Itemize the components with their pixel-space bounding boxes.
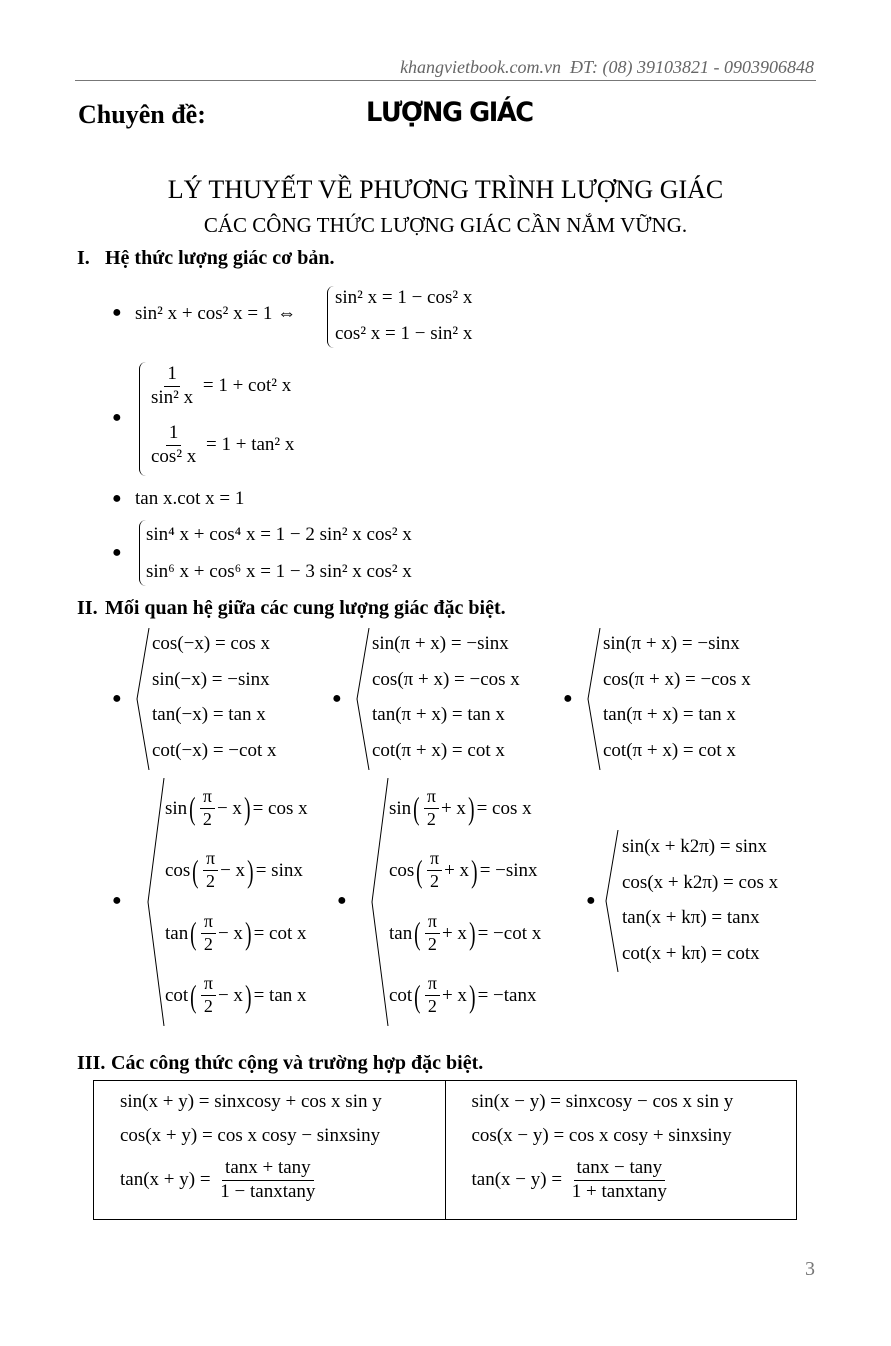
formula-line: cos(−x) = cos x <box>152 633 270 654</box>
topic-title: LƯỢNG GIÁC <box>366 97 533 128</box>
fraction <box>203 849 218 892</box>
formula-line: cot(x + kπ) = cotx <box>622 942 760 964</box>
formula-line: sin(π + x) = −sinx <box>372 633 509 654</box>
operator: + x <box>440 797 466 819</box>
denominator: 2 <box>202 808 212 829</box>
formula-line <box>165 849 303 893</box>
bullet-icon: ● <box>112 304 122 321</box>
denominator: 2 <box>203 996 213 1016</box>
formula-rhs: = sinx <box>255 860 303 881</box>
formula-line: tan(x + kπ) = tanx <box>622 907 760 928</box>
formula-line: tan(−x) = tan x <box>152 704 266 725</box>
formula-line: tan(π + x) = tan x <box>603 704 736 725</box>
function-name: sin <box>165 797 188 819</box>
section-number: III. <box>77 1052 106 1074</box>
numerator: π <box>201 974 216 996</box>
brace-icon <box>327 286 334 348</box>
denominator: 2 <box>203 933 213 954</box>
section-heading-3 <box>77 1052 483 1075</box>
angle-bracket-icon <box>356 628 370 770</box>
denominator: 2 <box>426 808 436 829</box>
page-header <box>75 54 816 81</box>
bullet-icon: ● <box>112 690 122 707</box>
formula-rhs: = −tanx <box>477 985 537 1006</box>
page-number: 3 <box>805 1258 815 1280</box>
denominator: cos² x <box>151 445 197 467</box>
bullet-icon: ● <box>112 490 122 507</box>
left-paren-icon: ( <box>190 915 197 951</box>
left-paren-icon: ( <box>414 915 421 951</box>
denominator: 1 − tanxtany <box>220 1181 316 1203</box>
formula-pythagorean: sin² x + cos² x = 1 ⇔ <box>135 303 297 324</box>
bullet-icon: ● <box>337 892 347 909</box>
denominator: 2 <box>430 871 440 891</box>
brace-icon <box>139 362 146 476</box>
right-paren-icon: ) <box>245 915 252 951</box>
formula-rhs: = cot x <box>253 922 307 944</box>
formula-tan-diff <box>472 1153 797 1207</box>
table-cell-difference <box>445 1081 797 1220</box>
formula-line <box>389 849 538 893</box>
formula-line: sin(π + x) = −sinx <box>603 633 740 654</box>
section-number: II. <box>77 597 98 619</box>
formula-line: cos(x + k2π) = cos x <box>622 871 779 893</box>
left-paren-icon: ( <box>416 852 423 889</box>
bullet-icon: ● <box>332 690 342 707</box>
right-paren-icon: ) <box>247 852 254 889</box>
denominator: 1 + tanxtany <box>571 1181 667 1203</box>
formula-sin-diff: sin(x − y) = sinxcosy − cos x sin y <box>471 1091 734 1112</box>
formula-line <box>389 911 541 955</box>
angle-bracket-icon <box>147 778 165 1026</box>
left-paren-icon: ( <box>189 790 196 826</box>
function-name: sin <box>389 797 412 819</box>
formula-line: sin² x = 1 − cos² x <box>335 287 473 308</box>
formula-line: cot(π + x) = cot x <box>603 739 736 761</box>
function-name: tan <box>165 922 189 944</box>
formula-sin-sum: sin(x + y) = sinxcosy + cos x sin y <box>120 1091 382 1112</box>
formula-line: tan(π + x) = tan x <box>372 704 505 725</box>
operator: − x <box>216 797 242 819</box>
angle-bracket-icon <box>136 628 150 770</box>
numerator: π <box>201 912 216 934</box>
topic-label: Chuyên đề: <box>78 100 206 129</box>
bullet-icon: ● <box>112 892 122 909</box>
table-cell-sum <box>94 1081 446 1220</box>
formula-lhs: tan(x − y) = <box>471 1169 563 1190</box>
header-site: khangvietbook.com.vn <box>400 57 561 77</box>
formula-line: cot(π + x) = cot x <box>372 739 505 761</box>
operator: − x <box>217 985 243 1006</box>
section-heading-2 <box>77 597 506 620</box>
numerator: 1 <box>164 364 180 387</box>
fraction <box>201 974 216 1017</box>
section-title: Các công thức cộng và trường hợp đặc biệt. <box>111 1052 484 1074</box>
formula-line: sin⁶ x + cos⁶ x = 1 − 3 sin² x cos² x <box>146 561 412 582</box>
fraction <box>425 974 440 1017</box>
left-paren-icon: ( <box>192 852 199 889</box>
section-title: Mối quan hệ giữa các cung lượng giác đặc biệt. <box>105 597 506 619</box>
numerator: tanx − tany <box>574 1158 666 1181</box>
section-heading-1 <box>77 247 334 270</box>
angle-bracket-icon <box>605 830 619 972</box>
formula-tan-cot: tan x.cot x = 1 <box>135 488 245 509</box>
formula-reciprocal-sin <box>146 364 291 409</box>
function-name: cos <box>165 860 191 881</box>
formula-rhs: = 1 + tan² x <box>206 433 295 455</box>
fraction <box>148 423 199 468</box>
bullet-icon: ● <box>586 892 596 909</box>
numerator: π <box>424 787 439 809</box>
formula-line: cos² x = 1 − sin² x <box>335 323 473 344</box>
numerator: 1 <box>166 423 182 446</box>
fraction <box>200 787 215 830</box>
formula-line: sin(−x) = −sinx <box>152 668 270 690</box>
numerator: π <box>427 849 442 871</box>
right-paren-icon: ) <box>469 915 476 951</box>
formula-line <box>165 974 307 1018</box>
fraction <box>148 364 196 409</box>
formula-rhs: = tan x <box>253 985 307 1006</box>
formula-line: cos(π + x) = −cos x <box>372 668 520 690</box>
left-paren-icon: ( <box>190 977 197 1014</box>
bullet-icon: ● <box>112 409 122 426</box>
formula-rhs: = cos x <box>252 797 308 819</box>
formula-line: sin⁴ x + cos⁴ x = 1 − 2 sin² x cos² x <box>146 524 412 545</box>
fraction <box>427 849 442 892</box>
right-paren-icon: ) <box>469 977 476 1014</box>
fraction <box>201 912 216 955</box>
fraction <box>569 1158 670 1203</box>
function-name: cot <box>165 985 189 1006</box>
left-paren-icon: ( <box>414 977 421 1014</box>
operator: + x <box>444 860 470 881</box>
denominator: sin² x <box>151 386 194 408</box>
numerator: π <box>425 912 440 934</box>
left-paren-icon: ( <box>413 790 420 826</box>
formula-line: cot(−x) = −cot x <box>152 739 277 761</box>
right-paren-icon: ) <box>245 977 252 1014</box>
main-title: LÝ THUYẾT VỀ PHƯƠNG TRÌNH LƯỢNG GIÁC <box>167 175 724 204</box>
formula-rhs: = 1 + cot² x <box>202 374 292 396</box>
numerator: π <box>200 787 215 809</box>
denominator: 2 <box>427 996 437 1016</box>
operator: − x <box>220 860 246 881</box>
operator: + x <box>441 922 467 944</box>
formula-cos-diff: cos(x − y) = cos x cosy + sinxsiny <box>471 1125 732 1146</box>
angle-bracket-icon <box>371 778 389 1026</box>
formula-line <box>165 911 307 955</box>
function-name: cos <box>389 860 415 881</box>
header-phone: ĐT: (08) 39103821 - 0903906848 <box>570 57 814 77</box>
formula-line: sin(x + k2π) = sinx <box>622 836 768 857</box>
section-title: Hệ thức lượng giác cơ bản. <box>105 247 335 269</box>
fraction <box>424 787 439 830</box>
formula-rhs: = cos x <box>476 797 532 819</box>
denominator: 2 <box>427 933 437 954</box>
formula-line: cos(π + x) = −cos x <box>603 668 751 690</box>
addition-formulas-table <box>93 1080 797 1220</box>
formula-rhs: = −cot x <box>477 922 542 944</box>
formula-line <box>389 786 532 830</box>
formula-tan-sum <box>120 1153 445 1207</box>
fraction <box>217 1158 318 1203</box>
numerator: π <box>425 974 440 996</box>
formula-cos-sum: cos(x + y) = cos x cosy − sinxsiny <box>120 1125 381 1146</box>
angle-bracket-icon <box>587 628 601 770</box>
sub-title: CÁC CÔNG THỨC LƯỢNG GIÁC CẦN NẮM VỮNG. <box>203 213 688 237</box>
formula-line <box>389 974 537 1018</box>
right-paren-icon: ) <box>468 790 475 826</box>
bullet-icon: ● <box>112 544 122 561</box>
bullet-icon: ● <box>563 690 573 707</box>
formula-rhs: = −sinx <box>479 860 538 881</box>
numerator: tanx + tany <box>222 1158 314 1181</box>
formula-lhs: tan(x + y) = <box>120 1169 211 1190</box>
brace-icon <box>139 520 146 586</box>
function-name: cot <box>389 985 413 1006</box>
operator: + x <box>441 985 467 1006</box>
section-number: I. <box>77 247 90 269</box>
fraction <box>425 912 440 955</box>
formula-line <box>165 786 308 830</box>
numerator: π <box>203 849 218 871</box>
function-name: tan <box>389 922 413 944</box>
right-paren-icon: ) <box>244 790 251 826</box>
formula-reciprocal-cos <box>146 423 294 468</box>
denominator: 2 <box>206 871 216 891</box>
operator: − x <box>217 922 243 944</box>
right-paren-icon: ) <box>471 852 478 889</box>
